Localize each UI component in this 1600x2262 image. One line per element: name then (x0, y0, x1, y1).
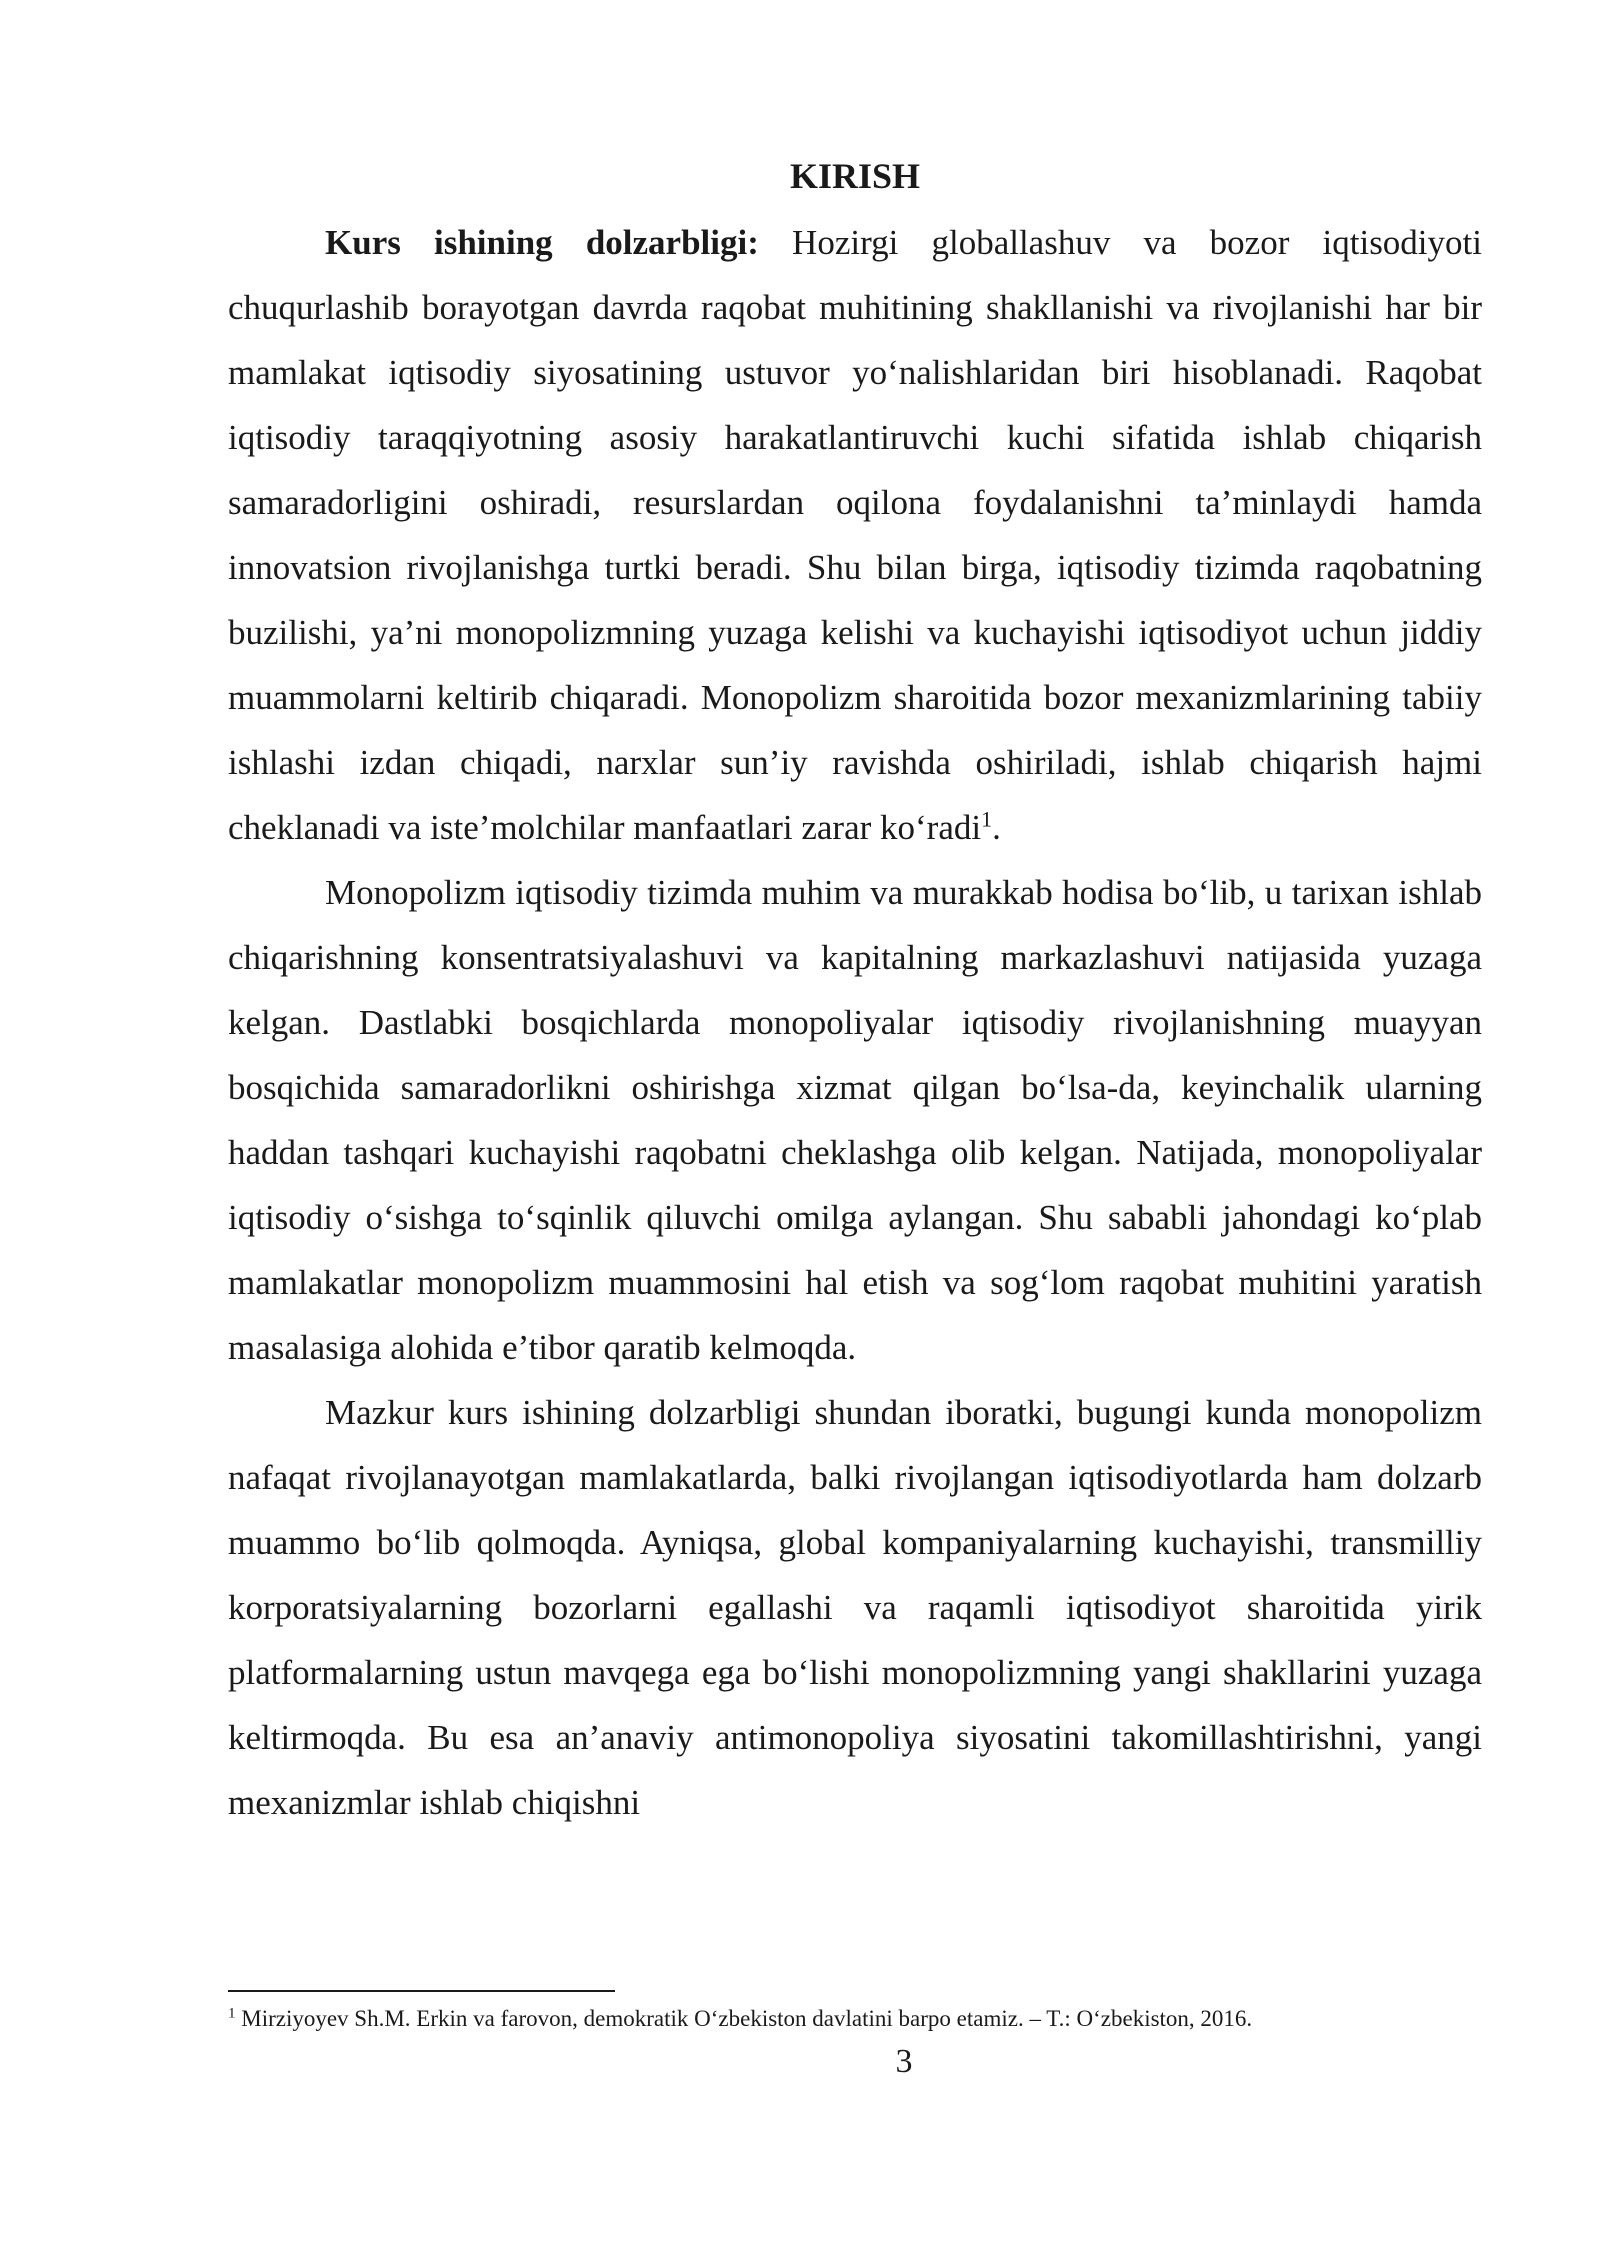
footnote-reference[interactable]: 1 (981, 806, 993, 832)
footnote-marker: 1 (228, 2005, 236, 2022)
paragraph-relevance (228, 210, 1482, 860)
paragraph-text: Hozirgi globallashuv va bozor iqtisodiyoti chuqurlashib borayotgan davrda raqobat muhitining shakllanishi va rivojlanishi har bir mamlakat iqtisodiy siyosatining ustuvor yo‘nalishlaridan biri hisoblanadi. Raqobat iqtisodiy taraqqiyotning asosiy harakatlantiruvchi kuchi sifatida ishlab chiqarish samaradorligini oshiradi, resurslardan oqilona foydalanishni ta’minlaydi hamda innovatsion rivojlanishga turtki beradi. Shu bilan birga, iqtisodiy tizimda raqobatning buzilishi, ya’ni monopolizmning yuzaga kelishi va kuchayishi iqtisodiyot uchun jiddiy muammolarni keltirib chiqaradi. Monopolizm sharoitida bozor mexanizmlarining tabiiy ishlashi izdan chiqadi, narxlar sun’iy ravishda oshiriladi, ishlab chiqarish hajmi cheklanadi va iste’molchilar manfaatlari zarar ko‘radi (228, 223, 1482, 847)
paragraph-tail: . (992, 808, 1001, 847)
footnote (228, 2004, 1482, 2034)
paragraph-lead-heading: Kurs ishining dolzarbligi: (325, 223, 759, 262)
paragraph-monopolism: Monopolizm iqtisodiy tizimda muhim va murakkab hodisa bo‘lib, u tarixan ishlab chiqarishning konsentratsiyalashuvi va kapitalning markazlashuvi natijasida yuzaga kelgan. Dastlabki bosqichlarda monopoliyalar iqtisodiy rivojlanishning muayyan bosqichida samaradorlikni oshirishga xizmat qilgan bo‘lsa-da, keyinchalik ularning haddan tashqari kuchayishi raqobatni cheklashga olib kelgan. Natijada, monopoliyalar iqtisodiy o‘sishga to‘sqinlik qiluvchi omilga aylangan. Shu sababli jahondagi ko‘plab mamlakatlar monopolizm muammosini hal etish va sog‘lom raqobat muhitini yaratish masalasiga alohida e’tibor qaratib kelmoqda. (228, 873, 1482, 1367)
body-text (228, 210, 1482, 1835)
page-number: 3 (895, 2043, 913, 2080)
section-title: KIRISH (789, 156, 921, 196)
footnote-text: Mirziyoyev Sh.M. Erkin va farovon, demokratik O‘zbekiston davlatini barpo etamiz. – T.: O‘zbekiston, 2016. (235, 2006, 1253, 2031)
paragraph-course-relevance: Mazkur kurs ishining dolzarbligi shundan iboratki, bugungi kunda monopolizm nafaqat rivojlanayotgan mamlakatlarda, balki rivojlangan iqtisodiyotlarda ham dolzarb muammo bo‘lib qolmoqda. Ayniqsa, global kompaniyalarning kuchayishi, transmilliy korporatsiyalarning bozorlarni egallashi va raqamli iqtisodiyot sharoitida yirik platformalarning ustun mavqega ega bo‘lishi monopolizmning yangi shakllarini yuzaga keltirmoqda. Bu esa an’anaviy antimonopoliya siyosatini takomillashtirishni, yangi mexanizmlar ishlab chiqishni (228, 1393, 1482, 1822)
footnote-separator (228, 1990, 615, 1992)
